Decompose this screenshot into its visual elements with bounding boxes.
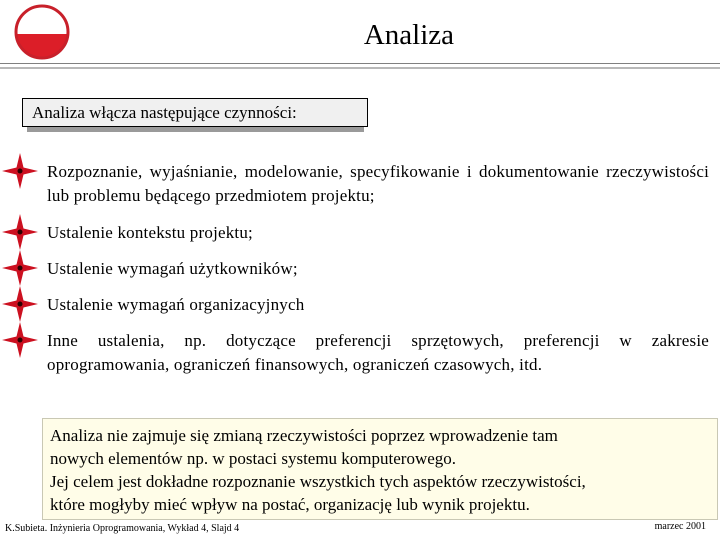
red-white-circle-logo-icon xyxy=(14,4,70,60)
list-item: Inne ustalenia, np. dotyczące preferencji sprzętowych, preferencji w zakresie oprogramowania, ograniczeń finansowych, ograniczeń czasowych, itd. xyxy=(47,331,709,374)
list-item: Ustalenie wymagań użytkowników; xyxy=(47,259,298,278)
footer-source: K.Subieta. Inżynieria Oprogramowania, Wykład 4, Slajd 4 xyxy=(5,523,240,534)
header-rule xyxy=(0,63,720,64)
note-box xyxy=(42,418,718,520)
note-line: które mogłyby mieć wpływ na postać, organizację lub wynik projektu. xyxy=(50,495,530,514)
star-bullet-icon xyxy=(1,213,39,251)
star-bullet-icon xyxy=(1,152,39,190)
section-heading: Analiza włącza następujące czynności: xyxy=(22,98,368,127)
list-item: Ustalenie wymagań organizacyjnych xyxy=(47,295,305,314)
note-line: Jej celem jest dokładne rozpoznanie wszystkich tych aspektów rzeczywistości, xyxy=(50,472,586,491)
star-bullet-icon xyxy=(1,285,39,323)
note-line: Analiza nie zajmuje się zmianą rzeczywistości poprzez wprowadzenie tam xyxy=(50,426,558,445)
list-item: Ustalenie kontekstu projektu; xyxy=(47,223,253,242)
note-line: nowych elementów np. w postaci systemu komputerowego. xyxy=(50,449,457,468)
star-bullet-icon xyxy=(1,249,39,287)
header-rule-shadow xyxy=(0,67,720,69)
footer-date: marzec 2001 xyxy=(654,521,706,532)
list-item: Rozpoznanie, wyjaśnianie, modelowanie, specyfikowanie i dokumentowanie rzeczywistości lub problemu będącego przedmiotem projektu; xyxy=(47,162,709,205)
slide-title: Analiza xyxy=(363,19,454,51)
star-bullet-icon xyxy=(1,321,39,359)
